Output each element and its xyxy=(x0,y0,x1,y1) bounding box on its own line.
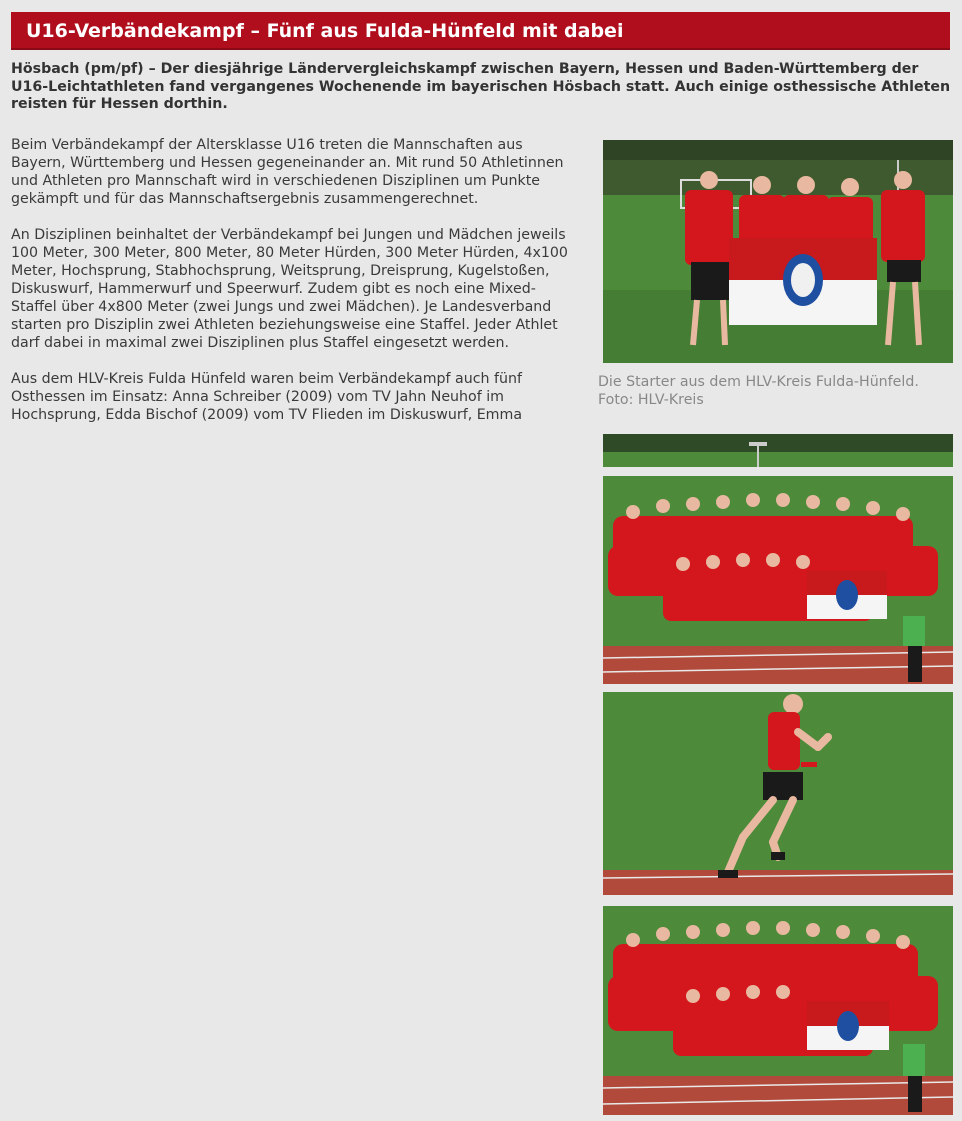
photo-banner-strip[interactable] xyxy=(603,434,953,467)
article-lead: Hösbach (pm/pf) – Der diesjährige Ländervergleichskampf zwischen Bayern, Hessen und Baden-Württemberg der U16-Leichtathleten fand vergangenes Wochenende im bayerischen Hösbach statt. Auch einige osthessische Athleten reisten für Hessen dorthin. xyxy=(11,61,951,112)
article-paragraph-1: Beim Verbändekampf der Altersklasse U16 treten die Mannschaften aus Bayern, Württemberg und Hessen gegeneinander an. Mit rund 50 Athletinnen und Athleten pro Mannschaft wird in verschiedenen Disziplinen um Punkte gekämpft und für das Mannschaftsergebnis zusammengerechnet. xyxy=(11,137,564,207)
article-title-bar xyxy=(11,12,950,50)
article-title: U16-Verbändekampf – Fünf aus Fulda-Hünfeld mit dabei xyxy=(26,20,624,42)
photo-caption: Die Starter aus dem HLV-Kreis Fulda-Hünfeld. Foto: HLV-Kreis xyxy=(598,374,919,408)
article-paragraph-3: Aus dem HLV-Kreis Fulda Hünfeld waren beim Verbändekampf auch fünf Osthessen im Einsatz: Anna Schreiber (2009) vom TV Jahn Neuhof im Hochsprung, Edda Bischof (2009) vom TV Flieden im Diskuswurf, Emma xyxy=(11,371,523,423)
photo-starters-group[interactable] xyxy=(603,140,953,363)
article-body xyxy=(11,136,581,442)
photo-team-hessen-2[interactable] xyxy=(603,906,953,1115)
photo-runner-relay[interactable] xyxy=(603,692,953,895)
article-paragraph-2: An Disziplinen beinhaltet der Verbändekampf bei Jungen und Mädchen jeweils 100 Meter, 300 Meter, 800 Meter, 80 Meter Hürden, 300 Meter Hürden, 4x100 Meter, Hochsprung, Stabhochsprung, Weitsprung, Dreisprung, Kugelstoßen, Diskuswurf, Hammerwurf und Speerwurf. Zudem gibt es noch eine Mixed-Staffel über 4x800 Meter (zwei Jungs und zwei Mädchen). Je Landesverband starten pro Disziplin zwei Athleten beziehungsweise eine Staffel. Jeder Athlet darf dabei in maximal zwei Disziplinen plus Staffel eingesetzt werden. xyxy=(11,227,568,351)
photo-team-hessen[interactable] xyxy=(603,476,953,684)
